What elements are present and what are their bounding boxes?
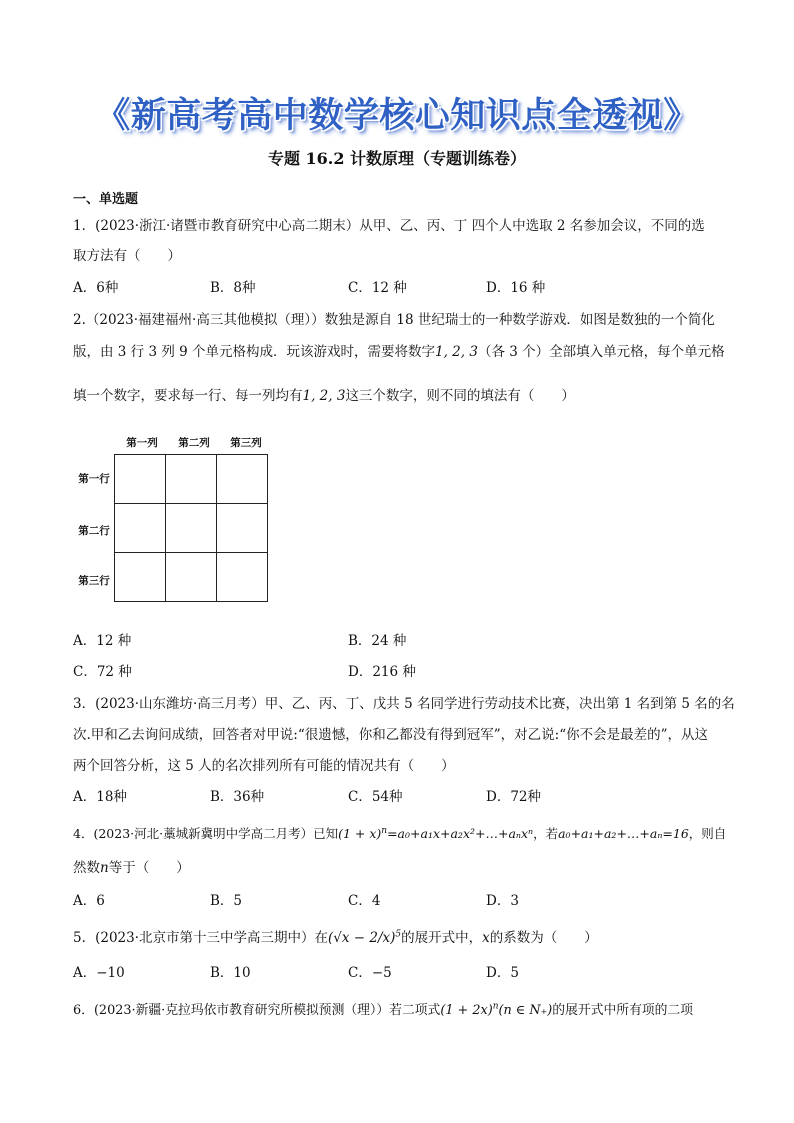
section-heading: 一、单选题 [73, 192, 139, 207]
q4-line-2-a: 然数 [73, 860, 100, 876]
q3-line-2: 次.甲和乙去询问成绩，回答者对甲说:“很遗憾，你和乙都没有得到冠军”，对乙说:“你不会是最差的”，从这 [73, 727, 708, 743]
q6-exponent: n [492, 1001, 499, 1012]
q5-option-b: B．10 [210, 965, 251, 981]
q4-option-b: B．5 [210, 893, 243, 909]
q5-option-d: D．5 [486, 965, 519, 981]
grid-cell [115, 504, 166, 553]
q2-option-a: A．12 种 [73, 633, 132, 649]
q4-option-a: A．6 [73, 893, 105, 909]
row-header-2: 第二行 [78, 525, 110, 537]
q6-binomial: (1 + 2x) [440, 1003, 493, 1018]
q4-expansion: =a₀+a₁x+a₂x²+…+aₙxⁿ [387, 826, 534, 841]
q5-suffix: 的系数为（ ） [489, 930, 598, 946]
q1-line-2: 取方法有（ ） [73, 248, 181, 264]
q4-option-c: C．4 [348, 893, 381, 909]
q1-option-c: C．12 种 [348, 280, 407, 296]
q5-variable-x: x [482, 930, 490, 946]
grid-row [115, 455, 268, 504]
q4-suffix: ，则自 [688, 826, 727, 841]
q1-option-b: B．8种 [210, 280, 256, 296]
row-header-1: 第一行 [78, 473, 110, 485]
q2-option-c: C．72 种 [73, 664, 132, 680]
q6-line-1 [73, 1001, 693, 1021]
page-title: 专题 16.2 计数原理（专题训练卷） [267, 149, 527, 168]
grid-cell [217, 455, 268, 504]
q4-variable-n: n [100, 860, 109, 876]
q3-option-a: A．18种 [73, 789, 127, 805]
q5-mid: 的展开式中， [401, 930, 483, 946]
sudoku-grid [114, 454, 268, 602]
q4-line-2 [73, 858, 190, 878]
q4-line-1 [73, 824, 726, 844]
column-header-1: 第一列 [126, 437, 158, 449]
q2-option-b: B．24 种 [348, 633, 407, 649]
q2-line-3 [73, 386, 575, 406]
q3-option-c: C．54种 [348, 789, 403, 805]
grid-cell [115, 455, 166, 504]
q5-prefix: 5．(2023·北京市第十三中学高三期中）在 [73, 930, 329, 946]
series-banner-title: 《新高考高中数学核心知识点全透视》 [95, 96, 699, 136]
q3-line-1: 3．(2023·山东潍坊·高三月考）甲、乙、丙、丁、戊共 5 名同学进行劳动技术比赛，决出第 1 名到第 5 名的名 [73, 696, 735, 712]
grid-cell [217, 553, 268, 602]
q2-line-2 [73, 342, 725, 362]
q2-option-d: D．216 种 [348, 664, 416, 680]
q4-sum: a₀+a₁+a₂+…+aₙ=16 [558, 826, 689, 841]
column-header-3: 第三列 [230, 437, 262, 449]
grid-cell [166, 553, 217, 602]
q5-option-c: C．−5 [348, 965, 392, 981]
sudoku-figure [72, 432, 282, 612]
q2-line-3-text-a: 填一个数字，要求每一行、每一列均有 [73, 388, 303, 404]
q5-option-a: A．−10 [73, 965, 125, 981]
row-header-3: 第三行 [78, 575, 110, 587]
q1-option-a: A．6种 [73, 280, 119, 296]
q1-option-d: D．16 种 [486, 280, 546, 296]
grid-row [115, 553, 268, 602]
q3-line-3: 两个回答分析，这 5 人的名次排列所有可能的情况共有（ ） [73, 758, 455, 774]
q3-option-d: D．72种 [486, 789, 542, 805]
q5-exponent: 5 [395, 929, 402, 940]
q2-line-2-text-b: （各 3 个）全部填入单元格，每个单元格 [477, 344, 725, 360]
grid-row [115, 504, 268, 553]
grid-cell [217, 504, 268, 553]
q4-binomial: (1 + x) [338, 826, 382, 841]
q2-line-2-text-a: 版，由 3 行 3 列 9 个单元格构成．玩该游戏时，需要将数字 [73, 344, 436, 360]
grid-cell [166, 504, 217, 553]
q4-option-d: D．3 [486, 893, 519, 909]
q2-digits-repeat: 1, 2, 3 [302, 388, 346, 404]
q6-condition: (n ∈ N₊) [498, 1003, 553, 1018]
q5-line-1 [73, 928, 598, 948]
q1-line-1: 1．(2023·浙江·诸暨市教育研究中心高二期末）从甲、乙、丙、丁 四个人中选取 2 名参加会议，不同的选 [73, 218, 705, 234]
q4-exponent: n [381, 825, 388, 836]
q4-prefix: 4．(2023·河北·藁城新冀明中学高二月考）已知 [73, 826, 339, 841]
q4-mid: ，若 [533, 826, 559, 841]
q3-option-b: B．36种 [210, 789, 265, 805]
column-header-2: 第二列 [178, 437, 210, 449]
grid-cell [166, 455, 217, 504]
grid-cell [115, 553, 166, 602]
q5-expression: (√x − 2/x) [328, 930, 396, 946]
q2-line-1: 2.（2023·福建福州·高三其他模拟（理））数独是源自 18 世纪瑞士的一种数学游戏．如图是数独的一个简化 [73, 312, 715, 328]
q2-line-3-text-b: 这三个数字，则不同的填法有（ ） [345, 388, 575, 404]
q2-digits: 1, 2, 3 [435, 344, 478, 360]
q6-prefix: 6．(2023·新疆·克拉玛依市教育研究所模拟预测（理））若二项式 [73, 1003, 441, 1018]
q6-suffix: 的展开式中所有项的二项 [552, 1003, 694, 1018]
q4-line-2-b: 等于（ ） [108, 860, 190, 876]
